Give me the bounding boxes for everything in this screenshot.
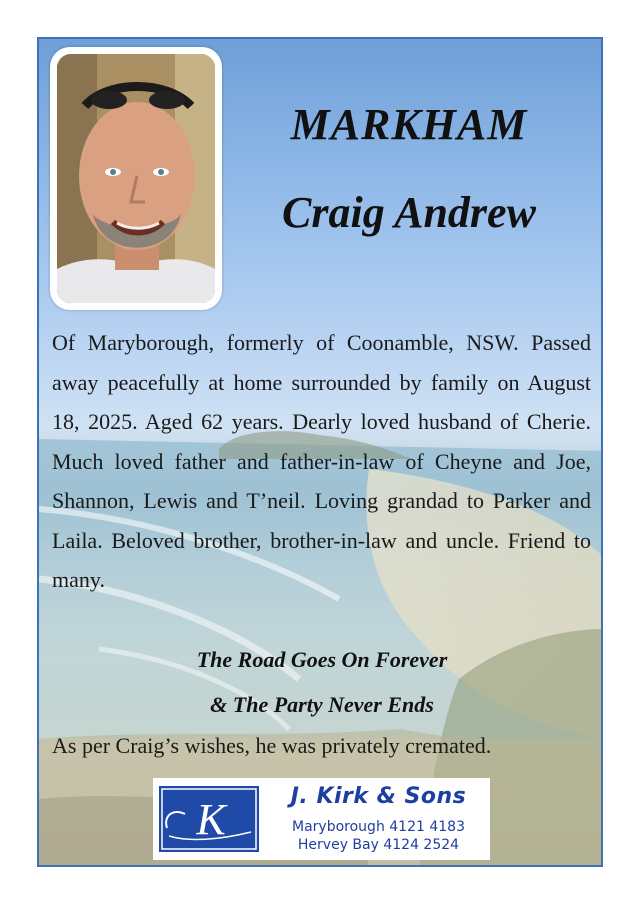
maryborough-phone: Maryborough 4121 4183	[292, 819, 465, 835]
motto-line-1: The Road Goes On Forever	[196, 647, 448, 672]
hervey-bay-phone: Hervey Bay 4124 2524	[297, 837, 460, 853]
surname-heading: MARKHAM	[290, 100, 528, 149]
notice-body-text: Of Maryborough, formerly of Coonamble, NSW. Passed away peacefully at home surrounded by family on August 18, 2025. Aged 62 years. Dearly loved husband of Cherie. Much loved father and father-in-law of Cheyne and Joe, Shannon, Lewis and T’neil. Loving grandad to Parker and Laila. Beloved brother, brother-in-law and uncle. Friend to many.	[52, 330, 591, 592]
motto-line-2: & The Party Never Ends	[210, 692, 434, 717]
kirk-logo	[159, 786, 259, 852]
portrait-photo	[57, 54, 215, 303]
given-names-heading: Craig Andrew	[282, 188, 536, 237]
portrait-frame	[50, 47, 222, 310]
logo-letter: K	[196, 795, 226, 844]
funeral-director-name: J. Kirk & Sons	[290, 784, 467, 809]
death-notice	[37, 37, 603, 867]
funeral-director-advert	[153, 778, 490, 860]
cremation-wishes-text: As per Craig’s wishes, he was privately cremated.	[52, 733, 492, 758]
